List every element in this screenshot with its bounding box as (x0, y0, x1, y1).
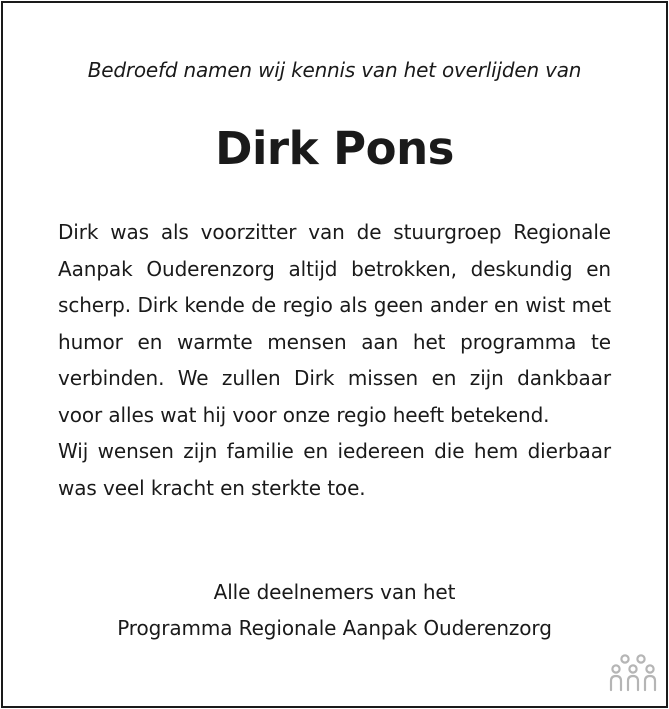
signature (0, 574, 669, 646)
notice-body (58, 214, 611, 506)
signature-line-2: Programma Regionale Aanpak Ouderenzorg (117, 616, 552, 640)
body-paragraph-1: Dirk was als voorzitter van de stuurgroep Regionale Aanpak Ouderenzorg altijd betrokken, deskundig en scherp. Dirk kende de regio als geen ander en wist met humor en warmte mensen aan het programma te verbinden. We zullen Dirk missen en zijn dankbaar voor alles wat hij voor onze regio heeft betekend. (58, 220, 611, 427)
deceased-name: Dirk Pons (215, 122, 454, 175)
body-paragraph-2: Wij wensen zijn familie en iedereen die hem dierbaar was veel kracht en sterkte toe. (58, 439, 611, 500)
people-group-icon (608, 652, 658, 692)
intro-line: Bedroefd namen wij kennis van het overlijden van (87, 58, 582, 82)
signature-line-1: Alle deelnemers van het (213, 580, 456, 604)
